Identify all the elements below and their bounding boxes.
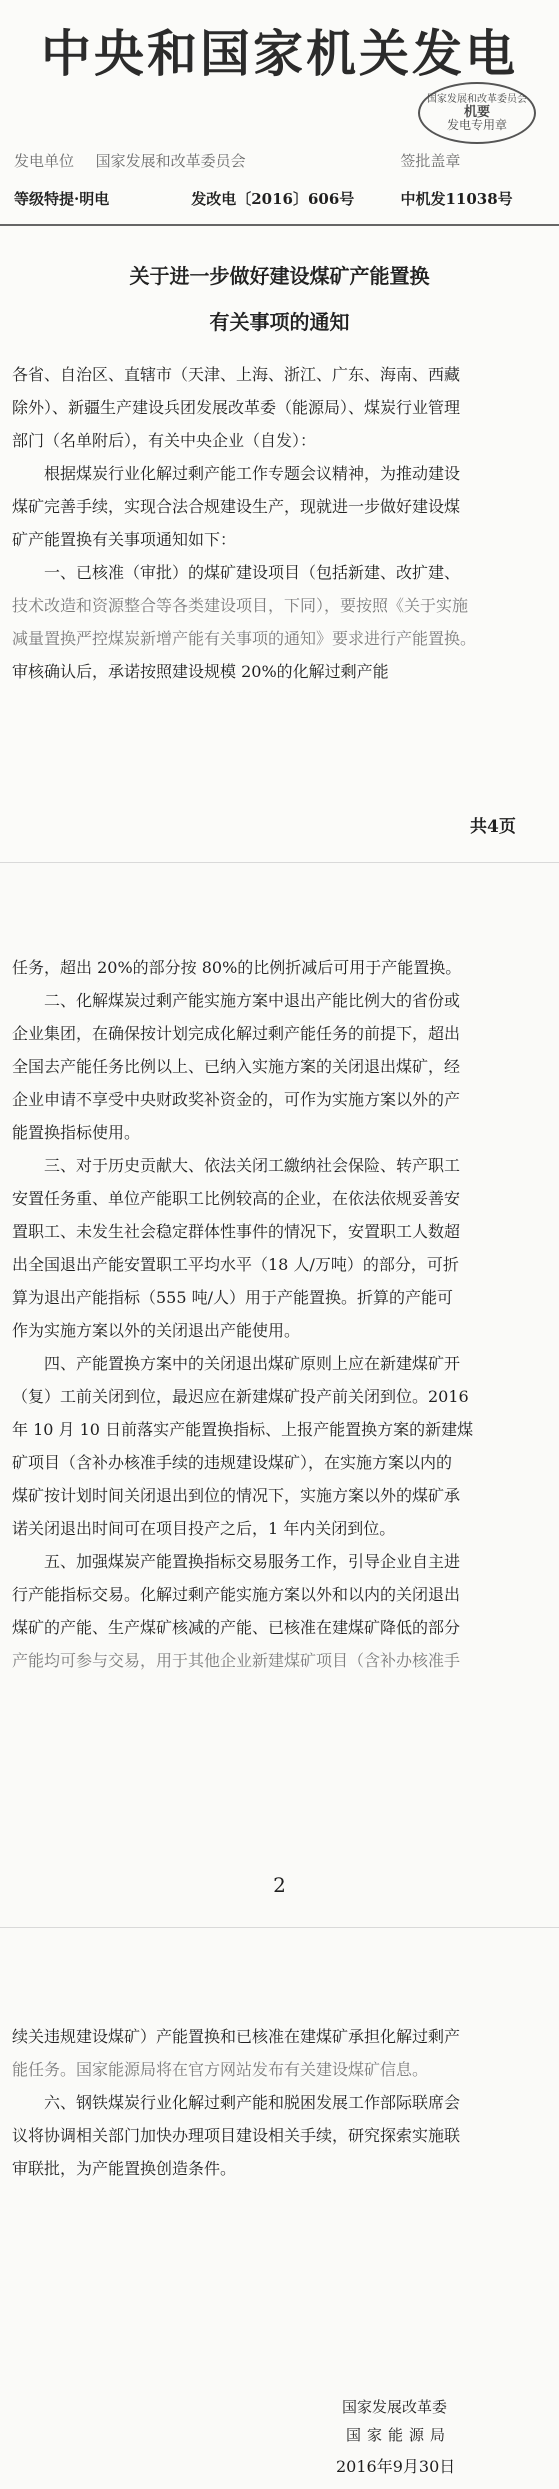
signature-org-1: 国家发展改革委 [342, 2398, 448, 2416]
body-line: 年 10 月 10 日前落实产能置换指标、上报产能置换方案的新建煤 [12, 1420, 474, 1439]
body-line: 诺关闭退出时间可在项目投产之后，1 年内关闭到位。 [12, 1519, 396, 1538]
body-line: 根据煤炭行业化解过剩产能工作专题会议精神，为推动建设 [12, 464, 461, 483]
official-seal [418, 82, 536, 144]
body-line: 产能均可参与交易，用于其他企业新建煤矿项目（含补办核准手 [12, 1651, 461, 1670]
seal-line-3: 发电专用章 [446, 118, 507, 132]
signature-org-2: 国家能源局 [346, 2426, 452, 2444]
body-line: 审联批，为产能置换创造条件。 [12, 2159, 237, 2178]
body-line: 一、已核准（审批）的煤矿建设项目（包括新建、改扩建、 [12, 563, 461, 582]
body-line: 置职工、未发生社会稳定群体性事件的情况下，安置职工人数超 [12, 1222, 461, 1241]
mode-value: 明电 [79, 190, 110, 208]
body-line: 议将协调相关部门加快办理项目建设相关手续，研究探索实施联 [12, 2126, 461, 2145]
body-page-1 [12, 358, 547, 688]
doc-number: 发改电〔2016〕606号 [191, 190, 355, 208]
body-line: 任务，超出 20%的部分按 80%的比例折减后可用于产能置换。 [12, 958, 462, 977]
page-number: 2 [273, 1873, 286, 1897]
body-line: 行产能指标交易。化解过剩产能实施方案以外和以内的关闭退出 [12, 1585, 461, 1604]
body-line: 安置任务重、单位产能职工比例较高的企业，在依法依规妥善安 [12, 1189, 461, 1208]
body-line: 企业申请不享受中央财政奖补资金的，可作为实施方案以外的产 [12, 1090, 461, 1109]
body-page-2 [12, 951, 547, 1677]
body-line: 矿产能置换有关事项通知如下： [12, 530, 237, 549]
body-line: 企业集团，在确保按计划完成化解过剩产能任务的前提下，超出 [12, 1024, 461, 1043]
priority-line [14, 188, 549, 209]
body-line: 续关违规建设煤矿）产能置换和已核准在建煤矿承担化解过剩产 [12, 2027, 461, 2046]
body-line: 六、钢铁煤炭行业化解过剩产能和脱困发展工作部际联席会 [12, 2093, 461, 2112]
body-line: 五、加强煤炭产能置换指标交易服务工作，引导企业自主进 [12, 1552, 461, 1571]
body-line: 煤矿完善手续，实现合法合规建设生产，现就进一步做好建设煤 [12, 497, 461, 516]
doc-title-line-2: 有关事项的通知 [209, 310, 350, 334]
body-line: 煤矿的产能、生产煤矿核减的产能、已核准在建煤矿降低的部分 [12, 1618, 461, 1637]
doc-title-line-1: 关于进一步做好建设煤矿产能置换 [129, 264, 430, 288]
body-line: 全国去产能任务比例以上、已纳入实施方案的关闭退出煤矿，经 [12, 1057, 461, 1076]
body-line: 矿项目（含补办核准手续的违规建设煤矿），在实施方案以内的 [12, 1453, 453, 1472]
body-line: 除外）、新疆生产建设兵团发展改革委（能源局）、煤炭行业管理 [12, 398, 461, 417]
priority-block: 等级特提·明电 [14, 190, 110, 208]
sender-name: 国家发展和改革委员会 [95, 152, 246, 170]
body-line: 煤矿按计划时间关闭退出到位的情况下，实施方案以外的煤矿承 [12, 1486, 461, 1505]
central-number: 中机发11038号 [400, 190, 513, 208]
sender-label: 发电单位 [14, 152, 75, 170]
body-line: 技术改造和资源整合等各类建设项目，下同），要按照《关于实施 [12, 596, 469, 615]
body-line: 二、化解煤炭过剩产能实施方案中退出产能比例大的省份或 [12, 991, 461, 1010]
priority-label: 等级 [14, 190, 45, 208]
seal-line-2: 机要 [463, 105, 490, 120]
body-line: 审核确认后，承诺按照建设规模 20%的化解过剩产能 [12, 662, 389, 681]
page-count: 共4页 [470, 817, 516, 837]
body-line: 出全国退出产能安置职工平均水平（18 人/万吨）的部分，可折 [12, 1255, 459, 1274]
seal-line-1: 国家发展和改革委员会 [427, 94, 527, 105]
signer-label: 签批盖章 [400, 152, 461, 170]
body-line: 三、对于历史贡献大、依法关闭工繳纳社会保险、转产职工 [12, 1156, 461, 1175]
body-line: 算为退出产能指标（555 吨/人）用于产能置换。折算的产能可 [12, 1288, 454, 1307]
body-line: 四、产能置换方案中的关闭退出煤矿原则上应在新建煤矿开 [12, 1354, 461, 1373]
body-page-3 [12, 2020, 547, 2185]
priority-value: 特提 [44, 190, 75, 208]
body-line: 各省、自治区、直辖市（天津、上海、浙江、广东、海南、西藏 [12, 365, 461, 384]
signature-date: 2016年9月30日 [336, 2457, 456, 2476]
header-divider [0, 224, 559, 226]
document-page-2 [0, 862, 559, 1928]
body-line: （复）工前关闭到位，最迟应在新建煤矿投产前关闭到位。2016 [12, 1387, 469, 1406]
document-page-3 [0, 1927, 559, 2489]
document-page-1 [0, 0, 559, 862]
body-line: 作为实施方案以外的关闭退出产能使用。 [12, 1321, 301, 1340]
body-line: 能任务。国家能源局将在官方网站发布有关建设煤矿信息。 [12, 2060, 429, 2079]
masthead-title: 中央和国家机关发电 [41, 25, 518, 83]
body-line: 部门（名单附后），有关中央企业（自发）： [12, 431, 317, 450]
body-line: 能置换指标使用。 [12, 1123, 141, 1142]
body-line: 减量置换严控煤炭新增产能有关事项的通知》要求进行产能置换。 [12, 629, 477, 648]
sender-line [14, 150, 549, 171]
